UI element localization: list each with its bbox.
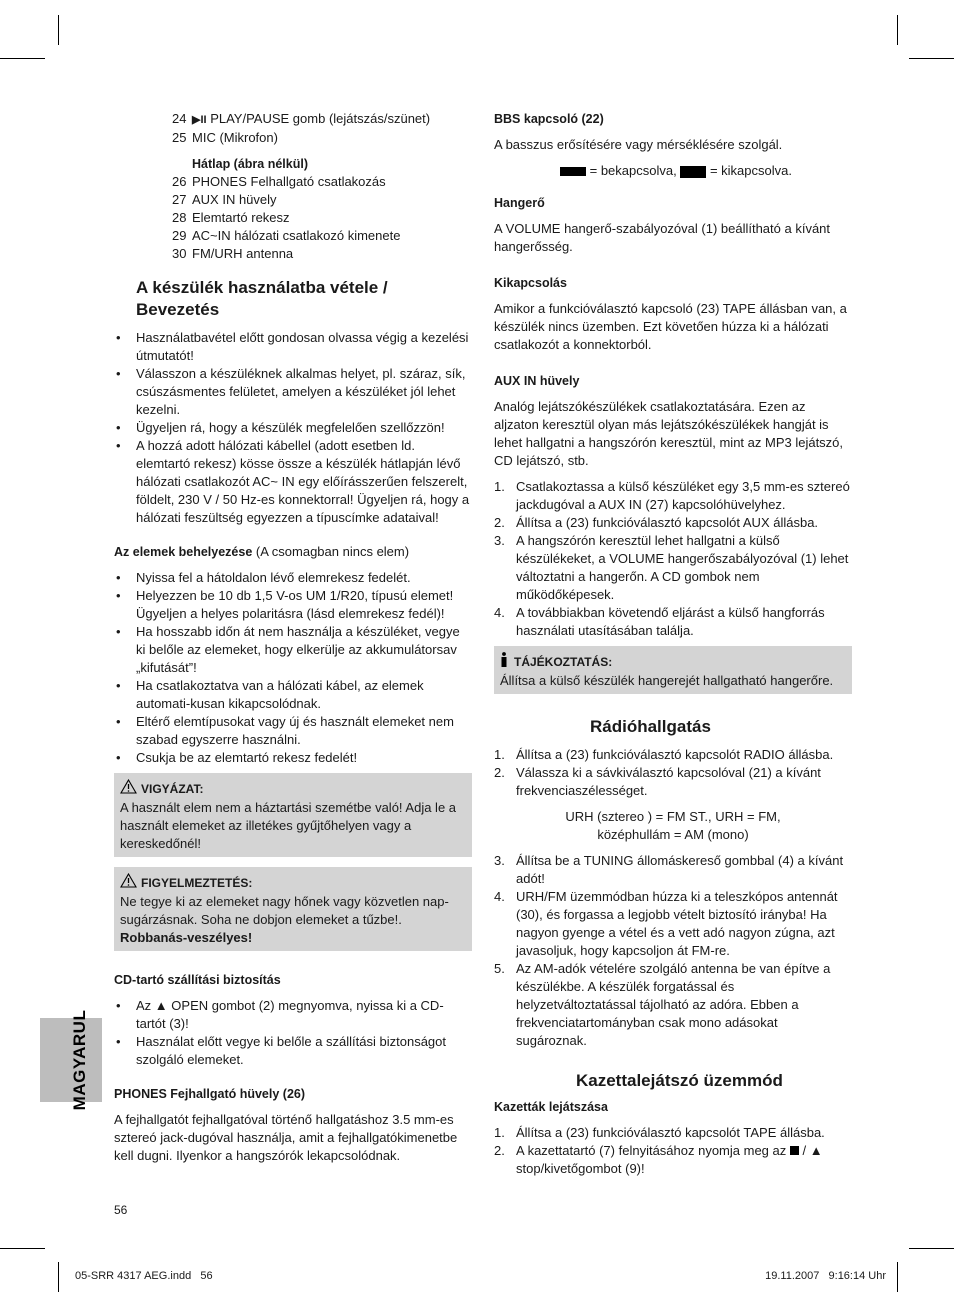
page-number: 56	[114, 1203, 128, 1217]
caution-box	[114, 773, 472, 857]
list-item	[172, 245, 472, 263]
radio-steps-b	[494, 852, 852, 1050]
list-item	[494, 1124, 852, 1142]
back-heading: Hátlap (ábra nélkül)	[192, 157, 308, 171]
item-number: 24	[172, 111, 187, 126]
list-item: • A hozzá adott hálózati kábellel (adott esetben ld. elemtartó rekesz) kösse össze a készülék hátlapján lévő hálózati csatlakozót AC~ IN egy előírásszerűen felszerelt, földelt, 230 V / 50 Hz-es konnektorral! Ügyeljen rá, hogy a hálózati feszültség egyezzen a típuscímke adataival!	[114, 437, 472, 527]
warning-text-body: Ne tegye ki az elemeket nagy hőnek vagy közvetlen nap-sugárzásnak. Soha ne dobjon elemeket a tűzbe!.	[120, 894, 449, 927]
crop-mark	[909, 1248, 954, 1249]
cd-bullet-pre: Az	[136, 998, 155, 1013]
list-item	[494, 1142, 852, 1178]
step-text: stop/kivetőgombot (9)!	[516, 1161, 645, 1176]
volume-text: A VOLUME hangerő-szabályozóval (1) beállítható a kívánt hangerősség.	[494, 221, 831, 254]
item-text: AC~IN hálózati csatlakozó kimenete	[192, 228, 401, 243]
info-title: TÁJÉKOZTATÁS:	[514, 655, 613, 669]
aux-steps	[494, 478, 852, 640]
intro-bullets	[114, 329, 472, 527]
parts-list	[114, 110, 472, 263]
list-item: • Ha hosszabb időn át nem használja a készüléket, vegye ki belőle az elemeket, hogy elkerülje az akkumulátorsav „kifutását”!	[114, 623, 472, 677]
language-tab-label: MAGYARUL	[70, 1009, 89, 1111]
crop-mark	[897, 1262, 898, 1292]
list-item	[494, 852, 852, 888]
info-text: Állítsa a külső készülék hangerejét hallgatható hangerőre.	[500, 673, 834, 688]
step-number: 1.	[494, 1125, 505, 1140]
radio-bands-line: URH (sztereo ) = FM ST., URH = FM,	[565, 809, 781, 824]
section-title: A készülék használatba vétele / Bevezetés	[136, 278, 388, 319]
list-item: • Nyissa fel a hátoldalon lévő elemrekesz fedelét.	[114, 569, 472, 587]
step-number: 2.	[494, 765, 505, 780]
bbs-switch-legend	[494, 162, 852, 180]
aux-text: Analóg lejátszókészülékek csatlakoztatására. Ezen az aljzaton keresztül olyan más lejátszókészülékek hangját is lehet hallgatni a hangszórón keresztül, mint az MP3 lejátszó, CD lejátszó, stb.	[494, 399, 844, 468]
list-item	[172, 110, 472, 129]
cd-bullets	[114, 997, 472, 1069]
step-number: 2.	[494, 515, 505, 530]
step-text: A kazettatartó (7) felnyitásához nyomja meg az	[516, 1143, 790, 1158]
step-text: URH/FM üzemmódban húzza ki a teleszkópos antennát (30), és forgassa a legjobb vételt biztosító irányba! Ha nagyon gyenge a vétel és a vett adó nagyon zúgna, azt javasoljuk, hogy kapcsoljon át FM-re.	[516, 889, 838, 958]
step-number: 5.	[494, 961, 505, 976]
switch-off-icon	[680, 166, 706, 178]
bbs-heading: BBS kapcsoló (22)	[494, 112, 604, 126]
stop-icon	[790, 1146, 799, 1155]
warning-text-bold: Robbanás-veszélyes!	[120, 930, 253, 945]
step-number: 4.	[494, 605, 505, 620]
step-text: A továbbiakban követendő eljárást a külső hangforrás használati utasításában találja.	[516, 605, 825, 638]
list-item: • Ügyeljen rá, hogy a készülék megfelelően szellőzzön!	[114, 419, 472, 437]
batteries-note: (A csomagban nincs elem)	[252, 544, 410, 559]
list-item	[494, 514, 852, 532]
caution-text: A használt elem nem a háztartási szemétbe való! Adja le a használt elemeket az illetékes gyűjtőhelyen vagy a kereskedőnél!	[120, 800, 457, 851]
bbs-on-text: = bekapcsolva,	[589, 163, 677, 178]
warning-triangle-icon	[120, 779, 137, 799]
info-icon	[500, 652, 508, 672]
warning-box	[114, 867, 472, 951]
item-text: Elemtartó rekesz	[192, 210, 290, 225]
list-item	[494, 764, 852, 800]
list-item	[172, 191, 472, 209]
list-item	[172, 173, 472, 191]
item-text: PHONES Felhallgató csatlakozás	[192, 174, 386, 189]
eject-icon: ▲	[154, 998, 168, 1013]
radio-title: Rádióhallgatás	[590, 717, 711, 736]
batteries-heading-bold: Az elemek behelyezése	[114, 545, 253, 559]
step-text: Az AM-adók vételére szolgáló antenna be van építve a készülékbe. A készülék forgatással és helyzetváltoztatással tájolható az adóra. Ebben a frekvenciatartományban csak mono adásokat sugároznak.	[516, 961, 831, 1048]
list-item	[494, 532, 852, 604]
item-number: 29	[172, 228, 187, 243]
phones-heading: PHONES Fejhallgató hüvely (26)	[114, 1087, 306, 1101]
step-text: Állítsa a (23) funkcióválasztó kapcsolót AUX állásba.	[516, 515, 819, 530]
cassette-steps	[494, 1124, 852, 1178]
list-item: • Ha csatlakoztatva van a hálózati kábel, az elemek automati-kusan kikapcsolódnak.	[114, 677, 472, 713]
step-text: Állítsa a (23) funkcióválasztó kapcsolót RADIO állásba.	[516, 747, 834, 762]
item-number: 28	[172, 210, 187, 225]
batteries-heading	[114, 543, 472, 561]
volume-heading: Hangerő	[494, 196, 545, 210]
step-number: 4.	[494, 889, 505, 904]
bbs-text: A basszus erősítésére vagy mérséklésére szolgál.	[494, 137, 783, 152]
step-number: 1.	[494, 479, 505, 494]
radio-bands	[494, 808, 852, 844]
warning-title: FIGYELMEZTETÉS:	[141, 876, 253, 890]
eject-icon: ▲	[809, 1143, 823, 1158]
warning-title-row	[120, 873, 466, 893]
caution-title: VIGYÁZAT:	[141, 782, 204, 796]
off-text: Amikor a funkcióválasztó kapcsoló (23) TAPE állásban van, a készülék nincs üzemben. Ezt követően húzza ki a hálózati csatlakozót a konnektorból.	[494, 301, 847, 352]
item-text: PLAY/PAUSE gomb (lejátszás/szünet)	[210, 111, 431, 126]
crop-mark	[0, 58, 45, 59]
battery-bullets	[114, 569, 472, 767]
crop-mark	[897, 15, 898, 45]
footer-date: 19.11.2007 9:16:14 Uhr	[765, 1270, 886, 1282]
list-item: • Válasszon a készüléknek alkalmas helyet, pl. száraz, sík, csúszásmentes felületet, amelyen a készüléket jól lehet kezelni.	[114, 365, 472, 419]
step-text: A hangszórón keresztül lehet hallgatni a külső készülékeket, a VOLUME hangerőszabályozóval (1) lehet változtatni a hangerőn. A CD gombok nem működőképesek.	[516, 533, 849, 602]
crop-mark	[0, 1248, 45, 1249]
item-number: 25	[172, 130, 187, 145]
list-item	[494, 746, 852, 764]
list-item	[172, 129, 472, 147]
crop-mark	[909, 58, 954, 59]
list-item	[114, 997, 472, 1033]
list-item	[494, 960, 852, 1050]
cd-heading: CD-tartó szállítási biztosítás	[114, 973, 281, 987]
list-item: • Csukja be az elemtartó rekesz fedelét!	[114, 749, 472, 767]
warning-text	[120, 893, 466, 947]
item-number: 26	[172, 174, 187, 189]
cassette-title: Kazettalejátszó üzemmód	[576, 1071, 783, 1090]
cassette-heading: Kazetták lejátszása	[494, 1100, 608, 1114]
item-text: FM/URH antenna	[192, 246, 294, 261]
list-item	[494, 478, 852, 514]
back-items	[172, 173, 472, 263]
step-text: Csatlakoztassa a külső készüléket egy 3,5 mm-es sztereó jackdugóval a AUX IN (27) kapcsolóhüvelyhez.	[516, 479, 850, 512]
cd-bullet-post: OPEN gombot (2) megnyomva, nyissa ki a CD-tartót (3)!	[136, 998, 444, 1031]
list-item	[172, 209, 472, 227]
info-title-row	[500, 652, 846, 672]
info-box	[494, 646, 852, 694]
list-item: • Használatbavétel előtt gondosan olvassa végig a kezelési útmutatót!	[114, 329, 472, 365]
switch-on-icon	[560, 167, 586, 176]
radio-bands-line: középhullám = AM (mono)	[597, 827, 749, 842]
list-item: • Helyezzen be 10 db 1,5 V-os UM 1/R20, típusú elemet! Ügyeljen a helyes polaritásra (lásd elemrekesz fedél)!	[114, 587, 472, 623]
step-number: 3.	[494, 533, 505, 548]
phones-text: A fejhallgatót fejhallgatóval történő hallgatáshoz 3.5 mm-es sztereó jack-dugóval használja, amit a fejhallgatókimenetbe kell dugni. Ilyenkor a hangszórók lekapcsolódnak.	[114, 1112, 458, 1163]
step-number: 3.	[494, 853, 505, 868]
radio-steps-a	[494, 746, 852, 800]
play-pause-icon: ▶II	[192, 114, 207, 126]
step-text: Válassza ki a sávkiválasztó kapcsolóval (21) a kívánt frekvenciaszélességet.	[516, 765, 821, 798]
right-column	[494, 110, 852, 1178]
list-item: • Eltérő elemtípusokat vagy új és használt elemeket nem szabad egyszerre használni.	[114, 713, 472, 749]
left-column	[114, 110, 472, 1165]
list-item	[494, 888, 852, 960]
item-text: MIC (Mikrofon)	[192, 130, 278, 145]
off-heading: Kikapcsolás	[494, 276, 567, 290]
step-number: 1.	[494, 747, 505, 762]
footer-file: 05-SRR 4317 AEG.indd 56	[75, 1270, 213, 1282]
caution-title-row	[120, 779, 466, 799]
item-number: 30	[172, 246, 187, 261]
list-item	[172, 227, 472, 245]
crop-mark	[58, 1262, 59, 1292]
list-item: • Használat előtt vegye ki belőle a szállítási biztonságot szolgáló elemeket.	[114, 1033, 472, 1069]
aux-heading: AUX IN hüvely	[494, 374, 580, 388]
step-number: 2.	[494, 1143, 505, 1158]
warning-triangle-icon	[120, 873, 137, 893]
step-text: Állítsa a (23) funkcióválasztó kapcsolót TAPE állásba.	[516, 1125, 825, 1140]
crop-mark	[58, 15, 59, 45]
step-text: /	[798, 1143, 810, 1158]
item-text: AUX IN hüvely	[192, 192, 277, 207]
item-number: 27	[172, 192, 187, 207]
step-text: Állítsa be a TUNING állomáskereső gombbal (4) a kívánt adót!	[516, 853, 844, 886]
bbs-off-text: = kikapcsolva.	[709, 163, 792, 178]
list-item	[494, 604, 852, 640]
